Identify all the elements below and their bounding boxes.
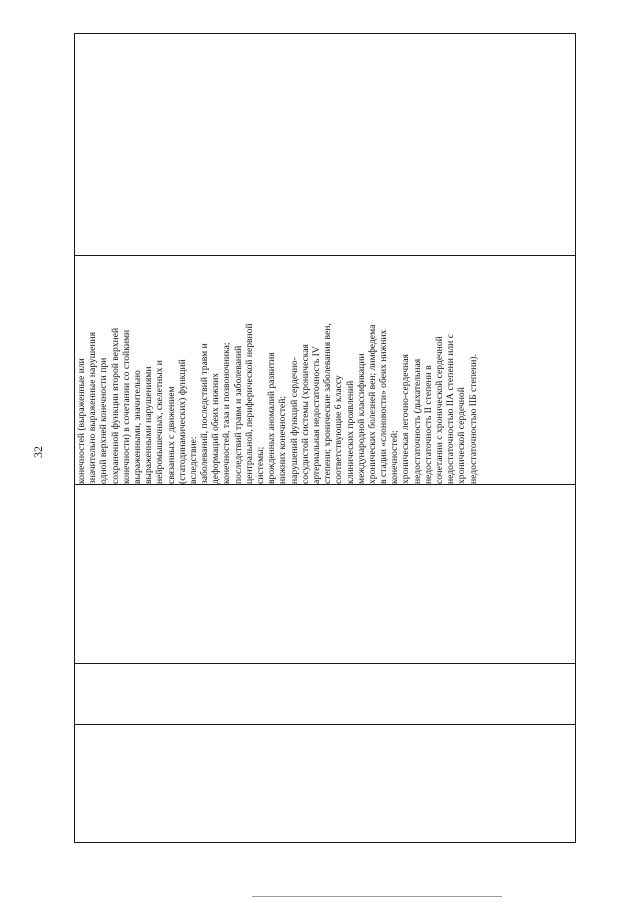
cell-text-line: системы; [255, 446, 266, 484]
cell-text-line: артериальная недостаточность IV [310, 346, 322, 484]
cell-text-line: значительно выраженные нарушения [87, 331, 99, 484]
cell-text-line: недостаточностью IIБ степени). [467, 353, 479, 484]
cell-text-line: врожденных аномалий развития [266, 352, 278, 484]
row-divider-4 [74, 724, 576, 725]
cell-text-line: нижних конечностей; [277, 396, 289, 484]
cell-text-line: хроническая легочно-сердечная [400, 354, 412, 484]
cell-text-line: сочетании с хронической сердечной [434, 336, 445, 484]
cell-text-lines [76, 252, 479, 484]
cell-text-line: конечности) в сочетании со стойкими [120, 329, 132, 484]
table-border-left [74, 33, 75, 843]
cell-text-line: одной верхней конечности при [98, 357, 110, 484]
cell-text-line: связанных с движением [165, 386, 177, 484]
cell-text-line: заболеваний, последствий травм и [199, 343, 211, 484]
cell-text-line: в стадии «слоновости» обеих нижних [378, 329, 390, 484]
cell-text-line: конечностей; [389, 430, 401, 484]
cell-text-line: выраженными нарушениями [143, 366, 155, 484]
scan-edge-mark [252, 896, 502, 897]
cell-text-line: хронической сердечной [456, 387, 468, 484]
cell-text-line: деформаций обеих нижних [210, 372, 222, 484]
cell-text-line: недостаточность II степени в [422, 365, 434, 484]
cell-text-line: сохраненной функции второй верхней [109, 327, 121, 484]
cell-text-line: конечностей, таза и позвоночника; [221, 342, 233, 484]
cell-text-line: недостаточность (дыхательная [411, 358, 423, 484]
cell-text-line: степени; хронические заболевания вен, [322, 323, 334, 484]
cell-text-line: последствий травм и заболеваний [232, 345, 244, 484]
table-cell-description [76, 252, 576, 484]
cell-text-line: международной классификации [355, 353, 367, 484]
page-number: 32 [31, 446, 45, 458]
cell-text-line: соответствующие 6 классу [333, 375, 345, 484]
row-divider-3 [74, 663, 576, 664]
cell-text-line: (статодинамических) функций [176, 359, 188, 484]
cell-text-line: сосудистой системы (хроническая [299, 344, 311, 484]
cell-text-line: центральной, периферической нервной [243, 323, 255, 484]
cell-text-line: хронических болезней вен; лимфедема [366, 324, 378, 484]
row-divider-2 [74, 484, 576, 485]
cell-text-line: клинических проявлений [344, 380, 356, 484]
table-border-top [74, 33, 576, 34]
cell-text-line: выраженными, значительно [131, 370, 143, 484]
table-border-bottom [74, 842, 576, 843]
cell-text-line: вследствие: [187, 436, 199, 484]
cell-text-line: нарушений функций сердечно- [288, 357, 300, 484]
cell-text-line: недостаточностью IIА степени или с [445, 334, 457, 484]
cell-text-line: нейромышечных, скелетных и [154, 360, 166, 484]
cell-text-line: конечностей (выраженные или [76, 358, 87, 484]
